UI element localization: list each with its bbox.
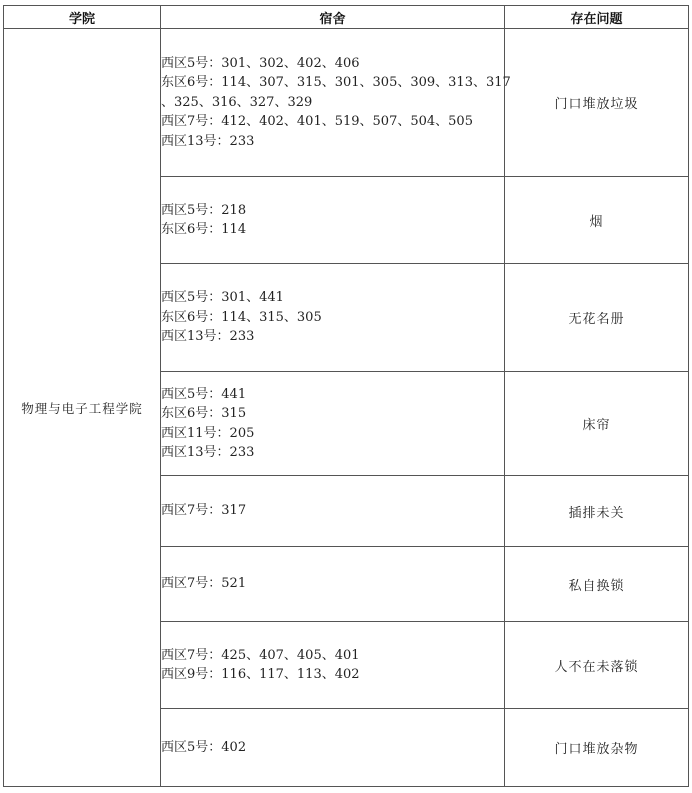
dorm-line: 西区5号：402 (161, 739, 247, 755)
dorm-line: 西区11号：205 (161, 425, 255, 441)
dorm-cell (161, 29, 511, 177)
dorm-line: 西区5号：441 (161, 386, 247, 402)
dorm-line: 西区7号：521 (161, 576, 247, 592)
dorm-line: 西区5号：301、302、402、406 (161, 55, 360, 71)
issue-cell: 私自换锁 (505, 547, 689, 622)
table-row (4, 29, 689, 177)
issue-cell: 插排未关 (505, 476, 689, 547)
dorm-line: 西区7号：425、407、405、401 (161, 647, 360, 663)
dorm-cell (161, 622, 505, 709)
header-college: 学院 (4, 6, 161, 29)
dorm-cell (161, 372, 505, 476)
issue-cell: 床帘 (505, 372, 689, 476)
dorm-line: 东区6号：114 (161, 222, 247, 237)
dorm-line: 西区9号：116、117、113、402 (161, 667, 360, 682)
dorm-line: 西区5号：218 (161, 202, 247, 218)
dorm-cell (161, 177, 505, 264)
header-dorm: 宿舍 (161, 6, 505, 29)
issue-cell: 人不在未落锁 (505, 622, 689, 709)
dorm-line: 西区7号：412、402、401、519、507、504、505 (161, 114, 473, 130)
dorm-line: 、325、316、327、329 (161, 94, 313, 110)
dorm-cell (161, 547, 505, 622)
issue-cell: 烟 (505, 177, 689, 264)
issue-cell: 无花名册 (505, 264, 689, 372)
college-cell: 物理与电子工程学院 (4, 29, 161, 787)
header-row (4, 6, 689, 29)
dorm-line: 西区5号：301、441 (161, 290, 284, 306)
issue-cell: 门口堆放杂物 (505, 709, 689, 787)
dorm-line: 西区13号：233 (161, 445, 255, 460)
dorm-line: 西区13号：233 (161, 329, 255, 345)
dorm-cell (161, 709, 505, 787)
dorm-line: 东区6号：114、315、305 (161, 309, 322, 325)
dorm-line: 西区13号：233 (161, 133, 255, 149)
dorm-cell (161, 264, 505, 372)
inspection-table (3, 5, 689, 787)
dorm-line: 东区6号：315 (161, 406, 247, 421)
dorm-line: 东区6号：114、307、315、301、305、309、313、317 (161, 75, 511, 91)
issue-cell: 门口堆放垃圾 (505, 29, 689, 177)
header-issue: 存在问题 (505, 6, 689, 29)
dorm-line: 西区7号：317 (161, 503, 247, 519)
dorm-cell (161, 476, 505, 547)
